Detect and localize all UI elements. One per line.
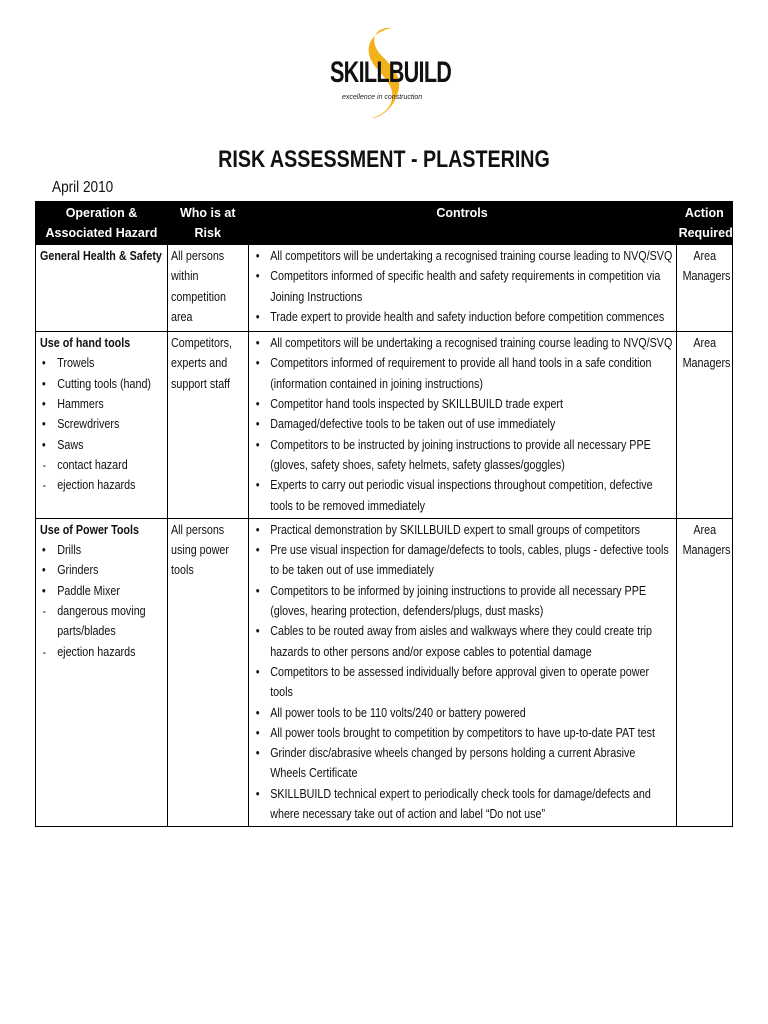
control-item: ● Trade expert to provide health and safety induction before competition commences [253,307,673,327]
control-item: ● Cables to be routed away from aisles and walkways where they could create trip hazards to other persons and/or expose cables to potential damage [253,621,673,662]
control-item: ● All power tools brought to competition by competitors to have up-to-date PAT test [253,723,673,743]
header-action-required: Action Required [676,202,732,245]
control-item: ● All competitors will be undertaking a recognised training course leading to NVQ/SVQ [253,246,673,266]
control-item: ● Competitors informed of specific health and safety requirements in competition via Joining Instructions [253,266,673,307]
cell-action-required [676,245,732,332]
action-required-text: Area Managers [682,249,730,284]
control-item: ● Competitors to be instructed by joining instructions to provide all necessary PPE (gloves, safety shoes, safety helmets, safety glasses/goggles) [253,435,673,476]
hazard-list-item: ● Cutting tools (hand) [40,374,165,394]
control-item: ● Pre use visual inspection for damage/defects to tools, cables, plugs - defective tools to be taken out of use immediately [253,540,673,581]
table-row [36,518,733,826]
hazard-title: Use of Power Tools [40,522,139,537]
cell-who-at-risk [167,332,248,519]
hazard-list-item: ● Grinders [40,560,165,580]
action-required-text: Area Managers [682,522,730,558]
document-date: April 2010 [52,179,114,196]
control-item: ● Competitors informed of requirement to provide all hand tools in a safe condition (information contained in joining instructions) [253,353,673,394]
control-item: ● Competitors to be informed by joining instructions to provide all necessary PPE (gloves, hearing protection, defenders/plugs, dust masks) [253,581,673,622]
cell-who-at-risk [167,518,248,826]
controls-list [253,333,673,516]
control-item: ● Practical demonstration by SKILLBUILD expert to small groups of competitors [253,520,673,540]
skillbuild-logo [330,22,452,122]
cell-controls [248,245,676,332]
hazard-list-item: ● Saws [40,435,165,455]
hazard-list-item: ● Hammers [40,394,165,414]
cell-controls [248,518,676,826]
cell-operation-hazard [36,332,168,519]
hazard-title: Use of hand tools [40,336,131,351]
control-item: ● All power tools to be 110 volts/240 or battery powered [253,703,673,723]
control-item: ● SKILLBUILD technical expert to periodically check tools for damage/defects and where necessary take out of action and label “Do not use” [253,784,673,825]
hazard-list-item: - dangerous moving parts/blades [40,601,165,642]
control-item: ● All competitors will be undertaking a recognised training course leading to NVQ/SVQ [253,333,673,353]
control-item: ● Damaged/defective tools to be taken out of use immediately [253,414,673,434]
cell-action-required [676,518,732,826]
control-item: ● Competitor hand tools inspected by SKILLBUILD trade expert [253,394,673,414]
hazard-list-item: ● Drills [40,540,165,560]
control-item: ● Experts to carry out periodic visual inspections throughout competition, defective tools to be removed immediately [253,475,673,516]
cell-who-at-risk [167,245,248,332]
who-at-risk-text: Competitors, experts and support staff [170,336,232,391]
hazard-list-item: - ejection hazards [40,642,165,662]
header-controls: Controls [248,202,676,245]
cell-operation-hazard [36,518,168,826]
header-who-at-risk: Who is at Risk [167,202,248,245]
table-row [36,245,733,332]
hazard-list [40,353,165,495]
hazard-list-item: ● Trowels [40,353,165,373]
hazard-list-item: - contact hazard [40,455,165,475]
hazard-list-item: ● Screwdrivers [40,414,165,434]
action-required-text: Area Managers [682,336,730,371]
hazard-list-item: ● Paddle Mixer [40,581,165,601]
control-item: ● Grinder disc/abrasive wheels changed by persons holding a current Abrasive Wheels Certificate [253,743,673,784]
table-header-row [36,202,733,245]
header-operation-hazard: Operation & Associated Hazard [36,202,168,245]
controls-list [253,520,673,824]
cell-operation-hazard [36,245,168,332]
hazard-title: General Health & Safety [40,249,162,263]
who-at-risk-text: All persons using power tools [170,522,229,578]
hazard-list-item: - ejection hazards [40,475,165,495]
logo-tagline: excellence in construction [342,94,423,101]
controls-list [253,246,673,327]
who-at-risk-text: All persons within competition area [170,249,226,324]
table-row [36,332,733,519]
logo-wordmark: SKILLBUILD [330,56,452,89]
cell-controls [248,332,676,519]
risk-assessment-table [35,201,733,827]
control-item: ● Competitors to be assessed individually before approval given to operate power tools [253,662,673,703]
hazard-list [40,540,165,662]
cell-action-required [676,332,732,519]
document-title: RISK ASSESSMENT - PLASTERING [218,146,550,173]
